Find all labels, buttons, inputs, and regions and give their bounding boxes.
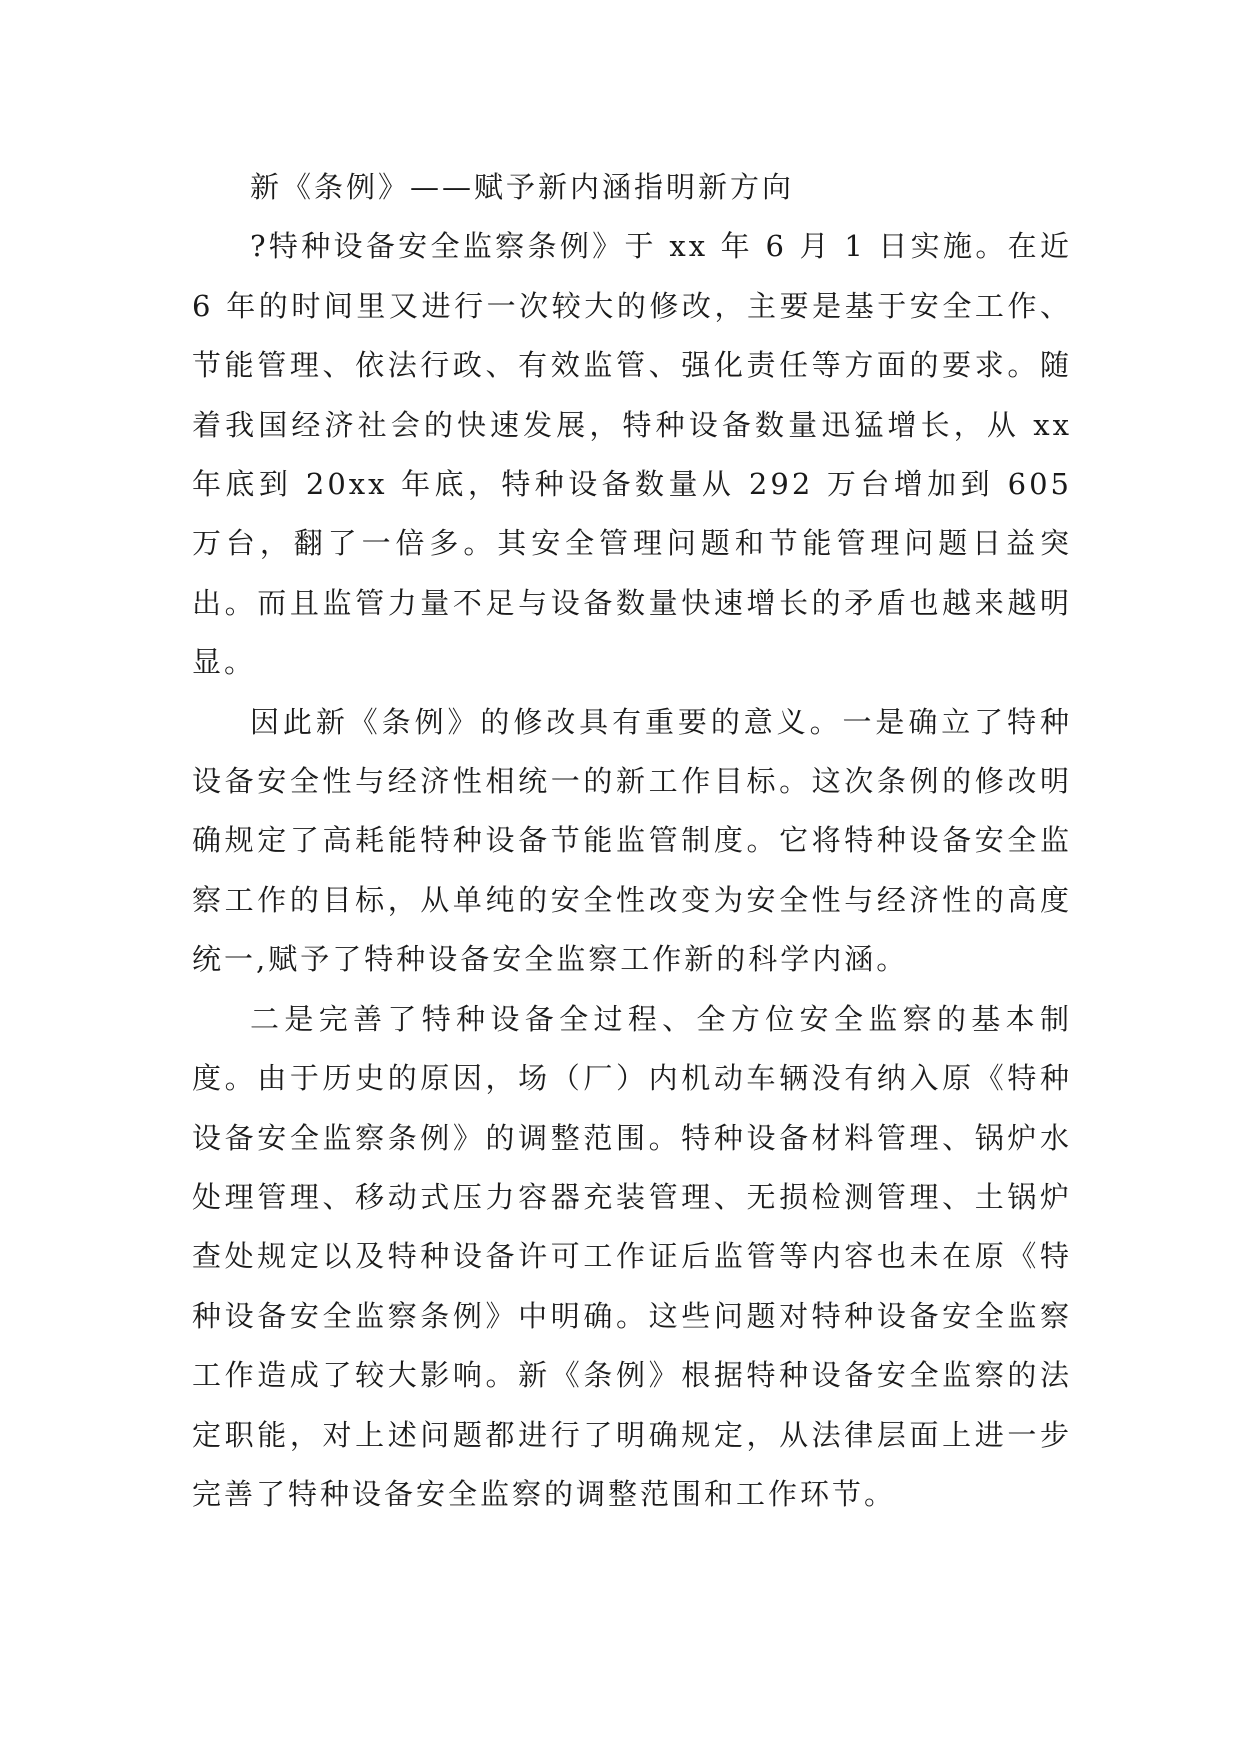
paragraph-2: 因此新《条例》的修改具有重要的意义。一是确立了特种设备安全性与经济性相统一的新工作目标。这次条例的修改明确规定了高耗能特种设备节能监管制度。它将特种设备安全监察工作的目标，从单纯的安全性改变为安全性与经济性的高度统一,赋予了特种设备安全监察工作新的科学内涵。 [192,704,1072,977]
document-body [192,158,1072,1524]
paragraph-3: 二是完善了特种设备全过程、全方位安全监察的基本制度。由于历史的原因，场（厂）内机动车辆没有纳入原《特种设备安全监察条例》的调整范围。特种设备材料管理、锅炉水处理管理、移动式压力容器充装管理、无损检测管理、土锅炉查处规定以及特种设备许可工作证后监管等内容也未在原《特种设备安全监察条例》中明确。这些问题对特种设备安全监察工作造成了较大影响。新《条例》根据特种设备安全监察的法定职能，对上述问题都进行了明确规定，从法律层面上进一步完善了特种设备安全监察的调整范围和工作环节。 [192,1001,1072,1511]
paragraph-1: ?特种设备安全监察条例》于 xx 年 6 月 1 日实施。在近 6 年的时间里又进行一次较大的修改，主要是基于安全工作、节能管理、依法行政、有效监管、强化责任等方面的要求。随着我国经济社会的快速发展，特种设备数量迅猛增长，从 xx 年底到 20xx 年底，特种设备数量从 292 万台增加到 605 万台，翻了一倍多。其安全管理问题和节能管理问题日益突出。而且监管力量不足与设备数量快速增长的矛盾也越来越明显。 [192,229,1072,680]
document-title: 新《条例》——赋予新内涵指明新方向 [250,170,795,204]
